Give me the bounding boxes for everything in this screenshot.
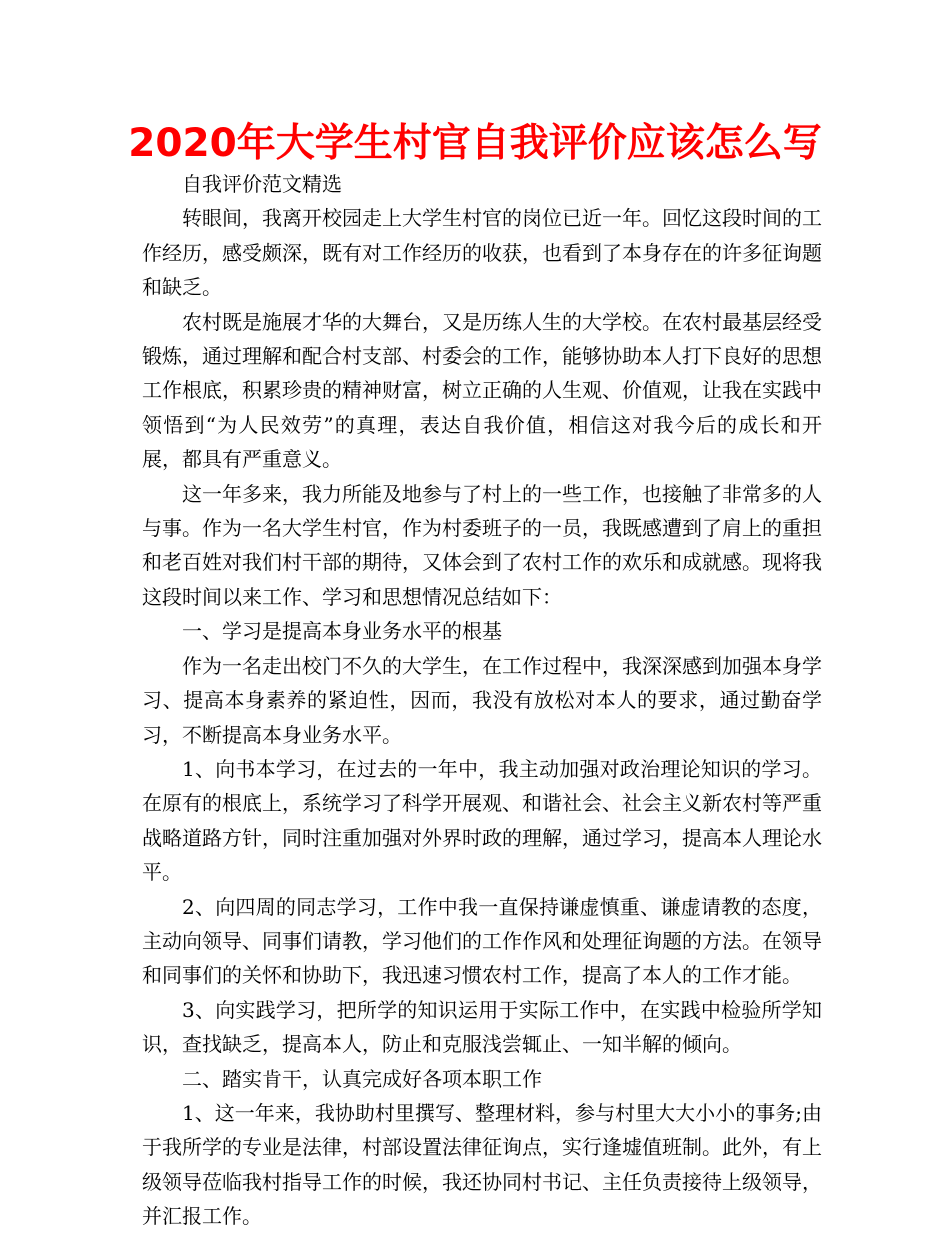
paragraph: 3、向实践学习，把所学的知识运用于实际工作中，在实践中检验所学知识，查找缺乏，提高本人，防止和克服浅尝辄止、一知半解的倾向。 [142, 997, 822, 1057]
section-heading: 一、学习是提高本身业务水平的根基 [182, 619, 502, 644]
paragraph: 作为一名走出校门不久的大学生，在工作过程中，我深深感到加强本身学习、提高本身素养的紧迫性，因而，我没有放松对本人的要求，通过勤奋学习，不断提高本身业务水平。 [142, 653, 822, 747]
paragraph-subtitle: 自我评价范文精选 [182, 172, 342, 196]
paragraph: 1、这一年来，我协助村里撰写、整理材料，参与村里大大小小的事务;由于我所学的专业是法律，村部设置法律征询点，实行逢墟值班制。此外，有上级领导莅临我村指导工作的时候，我还协同村书记、主任负责接待上级领导，并汇报工作。 [142, 1100, 822, 1229]
document-title: 2020年大学生村官自我评价应该怎么写 [128, 121, 822, 166]
paragraph: 这一年多来，我力所能及地参与了村上的一些工作，也接触了非常多的人与事。作为一名大学生村官，作为村委班子的一员，我既感遭到了肩上的重担和老百姓对我们村干部的期待，又体会到了农村工作的欢乐和成就感。现将我这段时间以来工作、学习和思想情况总结如下： [142, 481, 822, 609]
paragraph: 农村既是施展才华的大舞台，又是历练人生的大学校。在农村最基层经受锻炼，通过理解和配合村支部、村委会的工作，能够协助本人打下良好的思想工作根底，积累珍贵的精神财富，树立正确的人生观、价值观，让我在实践中领悟到“为人民效劳”的真理，表达自我价值，相信这对我今后的成长和开展，都具有严重意义。 [142, 309, 822, 472]
paragraph: 2、向四周的同志学习，工作中我一直保持谦虚慎重、谦虚请教的态度，主动向领导、同事们请教，学习他们的工作作风和处理征询题的方法。在领导和同事们的关怀和协助下，我迅速习惯农村工作，提高了本人的工作才能。 [142, 894, 822, 988]
paragraph: 转眼间，我离开校园走上大学生村官的岗位已近一年。回忆这段时间的工作经历，感受颇深，既有对工作经历的收获，也看到了本身存在的许多征询题和缺乏。 [142, 206, 822, 300]
document-body [142, 167, 822, 1234]
paragraph: 1、向书本学习，在过去的一年中，我主动加强对政治理论知识的学习。在原有的根底上，系统学习了科学开展观、和谐社会、社会主义新农村等严重战略道路方针，同时注重加强对外界时政的理解，通过学习，提高本人理论水平。 [142, 756, 822, 885]
section-heading: 二、踏实肯干，认真完成好各项本职工作 [182, 1066, 542, 1091]
